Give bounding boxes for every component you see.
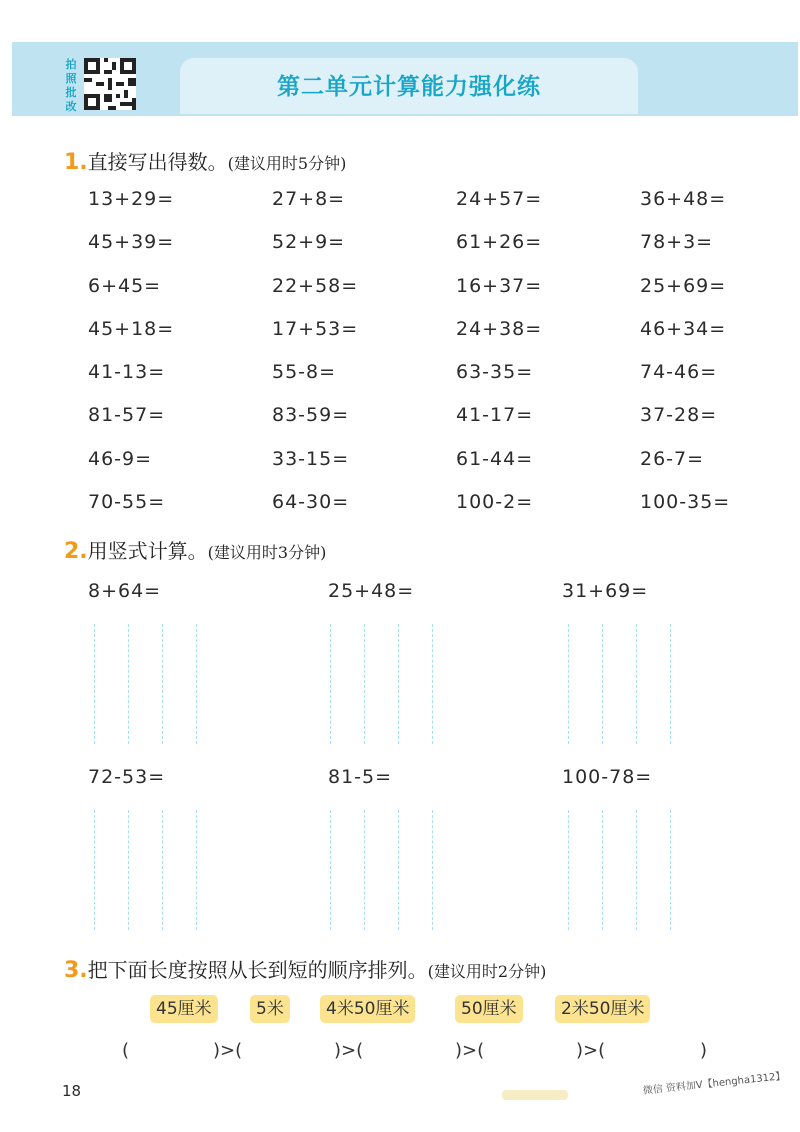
order-bracket: )>( xyxy=(455,1040,485,1061)
math-expression: 100-2= xyxy=(456,491,534,514)
length-badge: 50厘米 xyxy=(455,995,523,1023)
page-title: 第二单元计算能力强化练 xyxy=(277,74,541,100)
qr-label-char: 拍 xyxy=(65,58,77,71)
order-bracket: )>( xyxy=(213,1040,243,1061)
vertical-problem: 31+69= xyxy=(562,580,649,602)
math-expression: 37-28= xyxy=(640,404,718,427)
math-expression: 26-7= xyxy=(640,447,705,470)
math-expression: 41-17= xyxy=(456,404,534,427)
math-expression: 46+34= xyxy=(640,317,727,340)
qr-label xyxy=(62,58,80,114)
work-area[interactable] xyxy=(330,810,442,930)
math-expression: 61-44= xyxy=(456,447,534,470)
math-expression: 52+9= xyxy=(272,231,346,254)
order-bracket: ( xyxy=(122,1040,130,1061)
math-expression: 46-9= xyxy=(88,447,153,470)
work-area[interactable] xyxy=(568,624,680,744)
math-expression: 61+26= xyxy=(456,231,543,254)
math-expression: 74-46= xyxy=(640,361,718,384)
qr-code-icon[interactable] xyxy=(84,58,136,110)
math-expression: 45+39= xyxy=(88,231,175,254)
section-heading: 直接写出得数。 xyxy=(87,150,228,174)
math-expression: 100-35= xyxy=(640,491,731,514)
section-3-title xyxy=(64,954,546,983)
watermark: 微信 资料加V【hengha1312】 xyxy=(642,1071,786,1097)
qr-label-char: 批 xyxy=(65,86,77,99)
page-number: 18 xyxy=(62,1082,82,1100)
math-expression: 13+29= xyxy=(88,188,175,210)
math-expression: 64-30= xyxy=(272,491,350,514)
mental-math-grid xyxy=(88,188,748,534)
order-bracket: )>( xyxy=(576,1040,606,1061)
work-area[interactable] xyxy=(568,810,680,930)
section-1-title xyxy=(64,146,346,175)
math-expression: 36+48= xyxy=(640,188,727,210)
time-note: (建议用时5分钟) xyxy=(227,154,347,173)
vertical-problem: 8+64= xyxy=(88,580,162,602)
section-number: 3. xyxy=(64,958,88,983)
math-expression: 70-55= xyxy=(88,491,166,514)
length-badge: 4米50厘米 xyxy=(320,995,415,1023)
math-expression: 27+8= xyxy=(272,188,346,210)
work-area[interactable] xyxy=(94,624,206,744)
qr-label-char: 照 xyxy=(65,72,77,85)
math-expression: 45+18= xyxy=(88,317,175,340)
math-expression: 63-35= xyxy=(456,361,534,384)
section-2-title xyxy=(64,535,326,564)
math-expression: 33-15= xyxy=(272,447,350,470)
math-expression: 6+45= xyxy=(88,274,162,297)
length-badge: 5米 xyxy=(250,995,290,1023)
math-expression: 81-57= xyxy=(88,404,166,427)
section-number: 2. xyxy=(64,539,88,564)
math-expression: 55-8= xyxy=(272,361,337,384)
section-number: 1. xyxy=(64,150,88,175)
qr-label-char: 改 xyxy=(65,100,77,113)
math-expression: 25+69= xyxy=(640,274,727,297)
section-heading: 用竖式计算。 xyxy=(87,539,208,563)
work-area[interactable] xyxy=(94,810,206,930)
time-note: (建议用时2分钟) xyxy=(427,962,547,981)
order-bracket: )>( xyxy=(334,1040,364,1061)
order-bracket: ) xyxy=(700,1040,708,1061)
vertical-problem: 100-78= xyxy=(562,766,653,788)
section-heading: 把下面长度按照从长到短的顺序排列。 xyxy=(87,958,428,982)
vertical-problem: 72-53= xyxy=(88,766,166,788)
length-badge: 45厘米 xyxy=(150,995,218,1023)
math-expression: 83-59= xyxy=(272,404,350,427)
math-expression: 78+3= xyxy=(640,231,714,254)
math-expression: 41-13= xyxy=(88,361,166,384)
vertical-problem: 81-5= xyxy=(328,766,393,788)
length-badge: 2米50厘米 xyxy=(555,995,650,1023)
math-expression: 16+37= xyxy=(456,274,543,297)
work-area[interactable] xyxy=(330,624,442,744)
math-expression: 22+58= xyxy=(272,274,359,297)
math-expression: 17+53= xyxy=(272,317,359,340)
math-expression: 24+38= xyxy=(456,317,543,340)
time-note: (建议用时3分钟) xyxy=(207,543,327,562)
math-expression: 24+57= xyxy=(456,188,543,210)
footer-decoration xyxy=(502,1090,568,1100)
vertical-problem: 25+48= xyxy=(328,580,415,602)
